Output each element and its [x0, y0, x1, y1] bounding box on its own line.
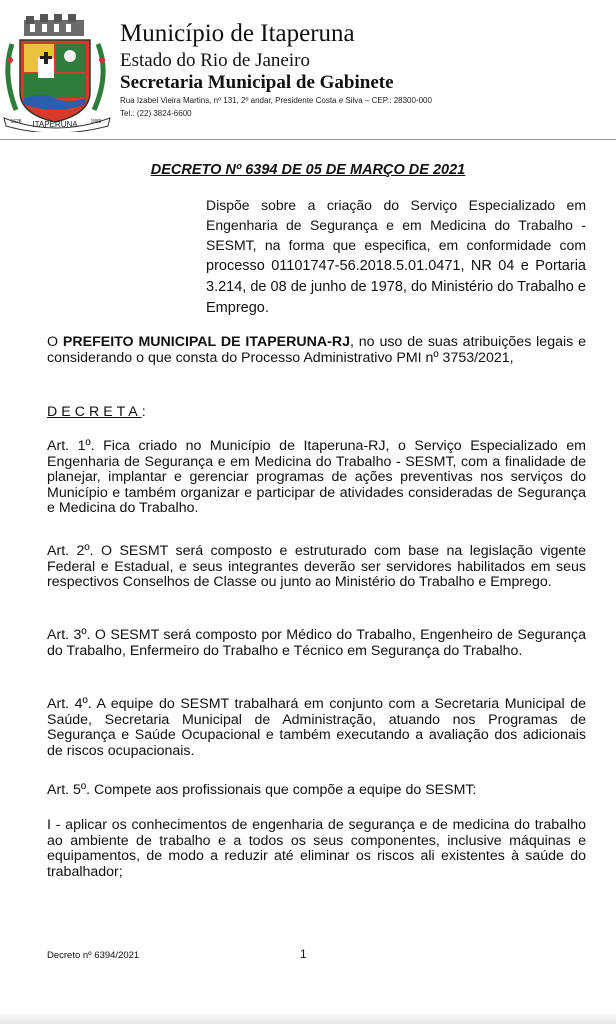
- secretariat-name: Secretaria Municipal de Gabinete: [120, 72, 394, 93]
- decree-summary: [206, 195, 586, 318]
- decree-title: DECRETO Nº 6394 DE 05 DE MARÇO DE 2021: [150, 162, 466, 178]
- summary-part-2: processo 01101747-56.2018.5.01.0471, NR 04 e Portaria 3.214, de 08 de junho de 1978, do Ministério do Trabalho e Emprego.: [206, 258, 586, 316]
- preamble-text: , no uso de suas atribuições legais e considerando o que consta do Processo Administrativo PMI nº 3753/2021,: [47, 334, 586, 366]
- coat-ribbon-label: ITAPERUNA: [32, 120, 78, 129]
- preamble-authority: PREFEITO MUNICIPAL DE ITAPERUNA-RJ: [62, 334, 350, 350]
- article-5: Art. 5º. Compete aos profissionais que compõe a equipe do SESMT:: [47, 782, 477, 798]
- address: Rua Izabel Vieira Martins, nº 131, 2º andar, Presidente Costa e Silva – CEP.: 28300-000: [120, 96, 432, 105]
- preamble-prefix: O: [47, 334, 63, 350]
- article-4: Art. 4º. A equipe do SESMT trabalhará em conjunto com a Secretaria Municipal de Saúde, Secretaria Municipal de Administração, atuando nos Programas de Segurança e Saúde Ocupacional e também executando a avaliação dos adicionais de riscos ocupacionais.: [47, 696, 586, 759]
- summary-part-1: Dispõe sobre a criação do Serviço Especializado em Engenharia de Segurança e em Medicina do Trabalho - SESMT, na forma que especifica, em conformidade com: [206, 197, 586, 253]
- letterhead-text: [120, 20, 610, 120]
- article-1: Art. 1º. Fica criado no Município de Itaperuna-RJ, o Serviço Especializado em Engenharia de Segurança e em Medicina do Trabalho - SESMT, com a finalidade de planejar, implantar e gerenciar programas de ações preventivas nos serviços do Município e também organizar e participar de atividades consideradas de Segurança e Medicina do Trabalho.: [47, 438, 586, 516]
- article-2: Art. 2º. O SESMT será composto e estruturado com base na legislação vigente Federal e Estadual, e seus integrantes deverão ser servidores habilitados em seus respectivos Conselhos de Classe ou junto ao Ministério do Trabalho e Emprego.: [47, 543, 586, 590]
- decreta-heading: [47, 405, 586, 421]
- state-name: Estado do Rio de Janeiro: [120, 50, 310, 71]
- article-3: Art. 3º. O SESMT será composto por Médico do Trabalho, Engenheiro de Segurança do Trabalho, Enfermeiro do Trabalho e Técnico em Segurança do Trabalho.: [47, 627, 586, 659]
- coat-of-arms-icon: [2, 14, 112, 132]
- municipality-name: Município de Itaperuna: [120, 20, 355, 47]
- preamble: [47, 335, 586, 366]
- decreta-word: DECRETA: [47, 404, 142, 420]
- footer-doc-ref: Decreto nº 6394/2021: [47, 950, 140, 961]
- page-number: 1: [300, 947, 307, 961]
- inciso-1: I - aplicar os conhecimentos de engenharia de segurança e de medicina do trabalho ao ambiente de trabalho e a todos os seus componentes, inclusive máquinas e equipamentos, de modo a reduzir até eliminar os riscos ali existentes à saúde do trabalhador;: [47, 817, 586, 880]
- letterhead: [0, 0, 616, 140]
- coat-year-right: 1889: [90, 119, 102, 125]
- header-divider: [0, 139, 616, 140]
- phone: Tel.: (22) 3824-6600: [120, 109, 192, 118]
- decreta-colon: :: [141, 404, 146, 420]
- page-edge: [0, 1014, 616, 1024]
- coat-year-left: 1628: [10, 119, 22, 125]
